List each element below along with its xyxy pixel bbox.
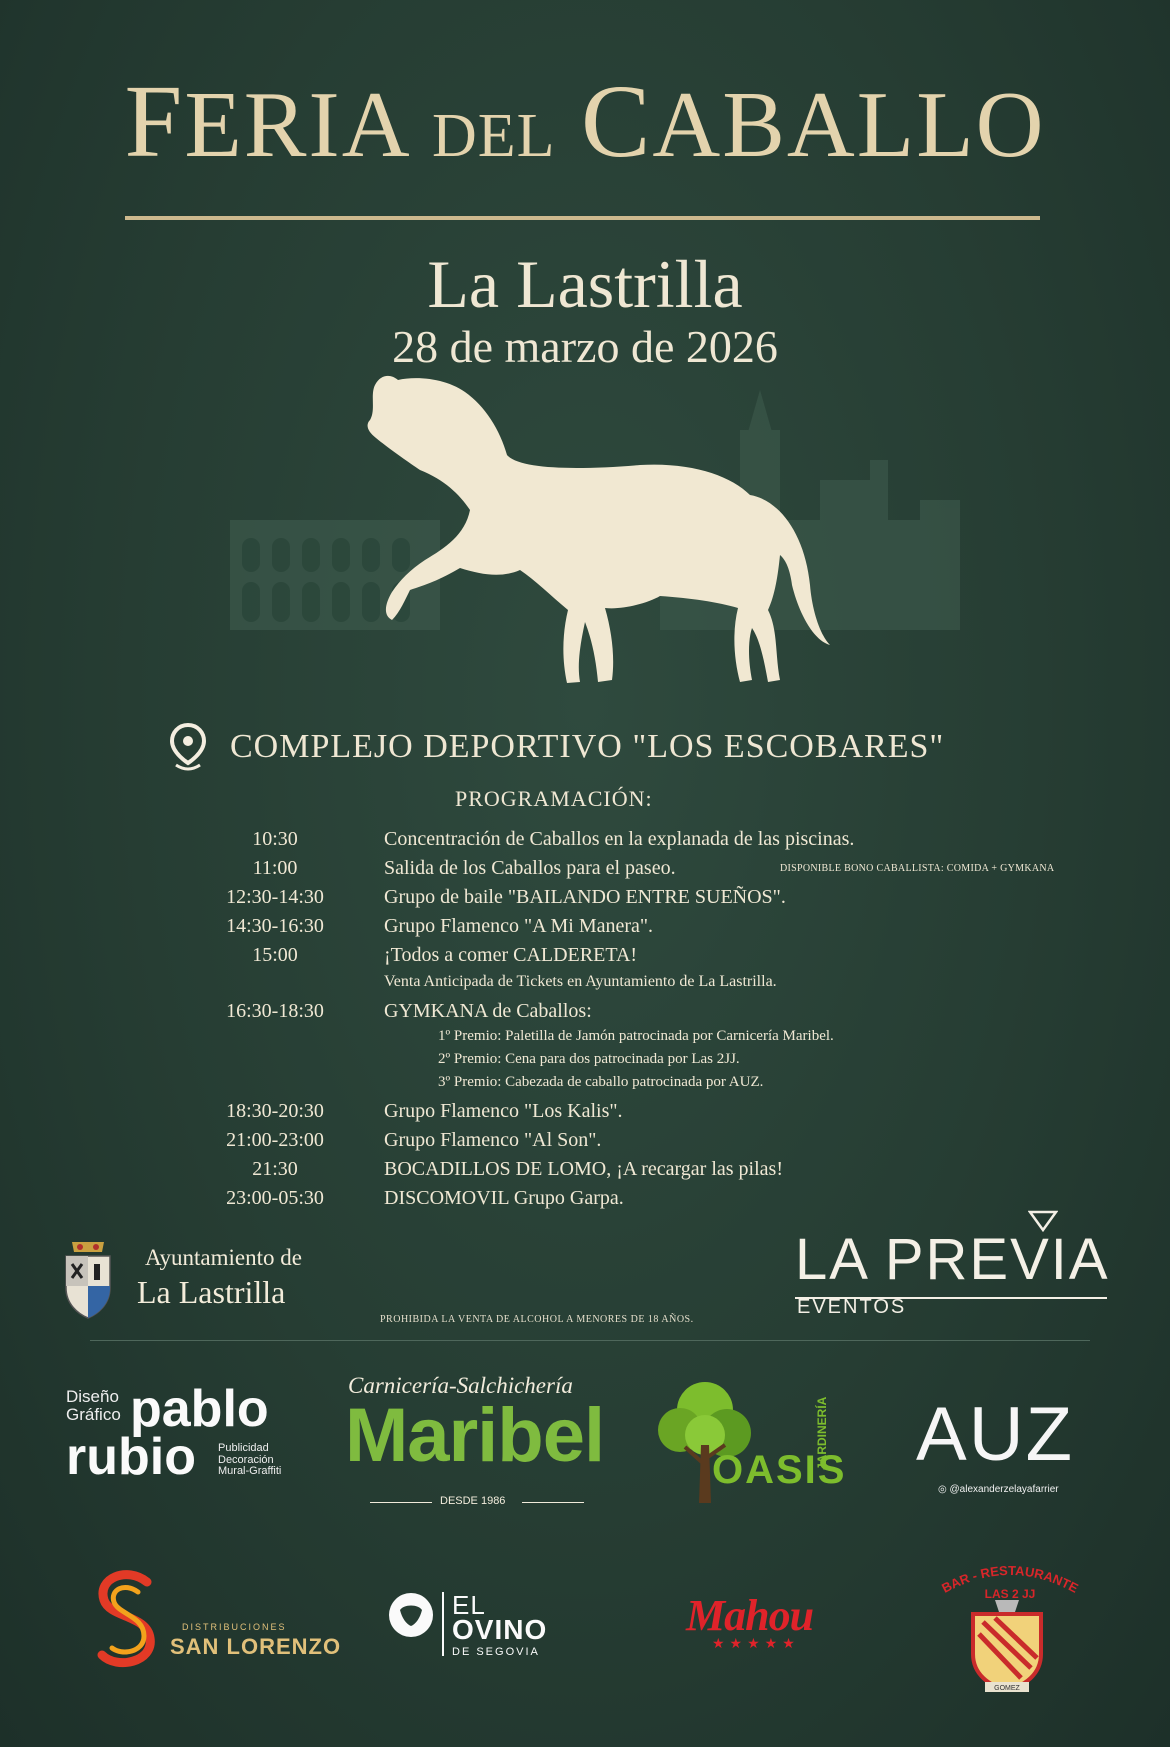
mahou-logo: Mahou	[686, 1591, 814, 1640]
schedule-desc: ¡Todos a comer CALDERETA!	[384, 944, 638, 966]
schedule-time: 23:00-05:30	[226, 1187, 324, 1209]
maribel-tagline: Carnicería-Salchichería	[348, 1373, 573, 1398]
oasis-tagline: JARDINERÍA	[815, 1396, 829, 1470]
maribel-logo: Maribel	[345, 1393, 605, 1478]
bar-crest-label: GOMEZ	[994, 1685, 1020, 1692]
schedule-time: 15:00	[252, 944, 298, 966]
event-date: 28 de marzo de 2026	[392, 321, 778, 372]
schedule-time: 21:00-23:00	[226, 1129, 324, 1151]
prize-item: 2º Premio: Cena para dos patrocinada por Las 2JJ.	[438, 1051, 740, 1067]
san-lorenzo-logo: SAN LORENZO	[170, 1634, 342, 1659]
pablo-rubio-name: pablo	[130, 1380, 269, 1438]
venue	[170, 722, 944, 772]
schedule-desc: Concentración de Caballos en la explanada de las piscinas.	[384, 828, 855, 850]
ayuntamiento-line1: Ayuntamiento de	[145, 1245, 302, 1270]
ovino-logo: OVINO	[452, 1614, 548, 1645]
schedule-desc: BOCADILLOS DE LOMO, ¡A recargar las pilas!	[384, 1158, 783, 1180]
schedule-desc: Salida de los Caballos para el paseo.	[384, 857, 676, 879]
location-pin-icon	[170, 723, 206, 771]
program-title: PROGRAMACIÓN:	[455, 786, 653, 811]
schedule-desc: GYMKANA de Caballos:	[384, 1000, 592, 1022]
title-word: ERIA	[184, 73, 407, 177]
bar-arc-text	[930, 1560, 1090, 1600]
prize-item: 1º Premio: Paletilla de Jamón patrocinada por Carnicería Maribel.	[438, 1028, 834, 1044]
auz-handle-text: @alexanderzelayafarrier	[949, 1484, 1059, 1495]
event-town: La Lastrilla	[427, 246, 743, 322]
ovino-divider	[442, 1592, 444, 1656]
schedule-sub: Venta Anticipada de Tickets en Ayuntamiento de La Lastrilla.	[384, 973, 777, 990]
instagram-icon: ◎	[938, 1484, 947, 1495]
coat-of-arms-icon	[62, 1238, 114, 1320]
bar-tagline: BAR - RESTAURANTE	[939, 1562, 1081, 1596]
schedule-time: 21:30	[252, 1158, 298, 1180]
la-previa-subtitle: EVENTOS	[797, 1296, 907, 1318]
title-word: DEL	[431, 102, 556, 170]
pablo-rubio-surname: rubio	[66, 1428, 196, 1486]
schedule-time: 14:30-16:30	[226, 915, 324, 937]
san-lorenzo-tagline: DISTRIBUCIONES	[182, 1622, 287, 1632]
horse-illustration	[220, 370, 1020, 710]
section-divider	[90, 1340, 1090, 1341]
pablo-rubio-tag: Diseño Gráfico	[66, 1387, 121, 1424]
schedule-desc: Grupo de baile "BAILANDO ENTRE SUEÑOS".	[384, 886, 786, 908]
ayuntamiento-line2: La Lastrilla	[137, 1274, 286, 1310]
ovino-subtitle: DE SEGOVIA	[452, 1646, 540, 1658]
bono-note: DISPONIBLE BONO CABALLISTA: COMIDA + GYMKANA	[780, 863, 1055, 874]
schedule-time: 11:00	[252, 857, 298, 879]
san-lorenzo-s-icon	[92, 1570, 162, 1670]
maribel-since: DESDE 1986	[440, 1495, 506, 1507]
title-word: ABALLO	[652, 73, 1046, 177]
title-letter: F	[124, 64, 185, 179]
sheep-icon	[388, 1592, 434, 1638]
schedule-time: 10:30	[252, 828, 298, 850]
alcohol-notice: PROHIBIDA LA VENTA DE ALCOHOL A MENORES DE 18 AÑOS.	[380, 1314, 694, 1325]
title-letter: C	[580, 64, 653, 179]
las-2jj-crest-icon	[965, 1598, 1049, 1694]
pablo-rubio-services: Publicidad Decoración Mural-Graffiti	[218, 1442, 282, 1478]
prize-item: 3º Premio: Cabezada de caballo patrocinada por AUZ.	[438, 1074, 764, 1090]
ovino-el: EL	[452, 1590, 486, 1620]
maribel-rule	[522, 1502, 584, 1503]
title-divider	[125, 216, 1040, 220]
schedule-desc: DISCOMOVIL Grupo Garpa.	[384, 1187, 624, 1209]
auz-logo: AUZ	[916, 1392, 1074, 1477]
la-previa-logo: LA PREVIA	[795, 1227, 1110, 1292]
event-title	[0, 64, 1170, 179]
schedule-time: 12:30-14:30	[226, 886, 324, 908]
venue-name: COMPLEJO DEPORTIVO "LOS ESCOBARES"	[230, 728, 945, 765]
schedule-desc: Grupo Flamenco "Los Kalis".	[384, 1100, 623, 1122]
schedule-time: 18:30-20:30	[226, 1100, 324, 1122]
maribel-rule	[370, 1502, 432, 1503]
mahou-stars: ★★★★★	[712, 1636, 800, 1652]
schedule-time: 16:30-18:30	[226, 1000, 324, 1022]
auz-handle	[938, 1484, 1059, 1495]
schedule-desc: Grupo Flamenco "A Mi Manera".	[384, 915, 654, 937]
oasis-logo: OASIS	[712, 1448, 847, 1492]
bar-name: LAS 2 JJ	[984, 1587, 1036, 1600]
schedule-desc: Grupo Flamenco "Al Son".	[384, 1129, 602, 1151]
